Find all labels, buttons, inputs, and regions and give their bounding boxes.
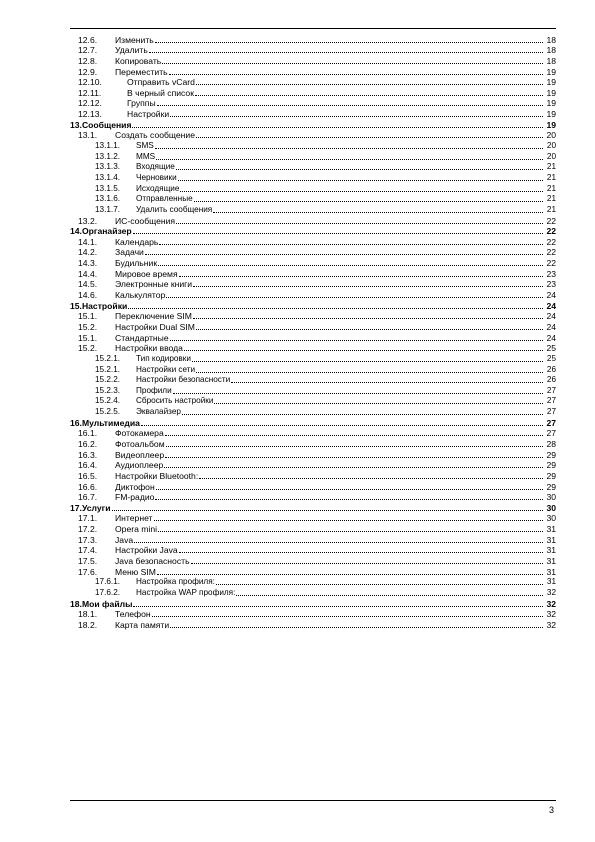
toc-entry-page: 22 <box>546 247 556 258</box>
toc-entry-number: 14.3. <box>78 258 98 269</box>
toc-entry-page: 29 <box>546 481 556 492</box>
toc-entry[interactable] <box>70 555 556 566</box>
toc-dot-leader <box>193 286 543 287</box>
toc-entry-number: 13.1.3. <box>95 162 121 172</box>
toc-entry-page: 32 <box>546 598 556 609</box>
toc-entry-title: Меню SIM <box>115 566 156 577</box>
toc-entry-page: 27 <box>546 428 556 439</box>
toc-entry-title: Opera mini <box>115 524 158 535</box>
toc-entry-title: 18.Мои файлы <box>70 598 133 609</box>
toc-entry-number: 12.11. <box>78 87 102 98</box>
toc-entry[interactable] <box>70 481 556 492</box>
toc-dot-leader <box>165 435 543 436</box>
toc-entry[interactable] <box>70 311 556 322</box>
toc-entry-page: 19 <box>546 109 556 120</box>
toc-entry[interactable] <box>70 332 556 343</box>
toc-entry-page: 27 <box>546 396 556 406</box>
toc-dot-leader <box>128 308 543 309</box>
toc-entry-title: Фотоальбом <box>115 438 165 449</box>
toc-entry-page: 18 <box>546 45 556 56</box>
toc-dot-leader <box>191 563 543 564</box>
toc-dot-leader <box>170 116 543 117</box>
toc-entry-number: 13.1.5. <box>95 183 121 193</box>
toc-entry-title: Удалить <box>115 45 148 56</box>
toc-dot-leader <box>156 489 543 490</box>
toc-dot-leader <box>170 340 543 341</box>
toc-dot-leader <box>155 499 543 500</box>
toc-entry-page: 22 <box>546 236 556 247</box>
toc-dot-leader <box>166 297 543 298</box>
toc-entry-page: 26 <box>546 364 556 374</box>
toc-entry-title: Калькулятор <box>115 290 166 301</box>
toc-dot-leader <box>162 63 543 64</box>
toc-dot-leader <box>170 627 543 628</box>
toc-entry-title: Java <box>115 534 134 545</box>
toc-entry-number: 15.2.3. <box>95 385 121 395</box>
toc-entry-page: 19 <box>546 77 556 88</box>
toc-entry-title: Мировое время <box>115 268 178 279</box>
toc-section-entry[interactable] <box>70 300 556 311</box>
toc-entry-number: 13.1.7. <box>95 204 121 214</box>
toc-entry-title: Будильник <box>115 258 158 269</box>
toc-entry-title: Копировать <box>115 55 162 66</box>
toc-entry-page: 27 <box>546 385 556 395</box>
toc-entry[interactable] <box>70 460 556 471</box>
toc-dot-leader <box>155 42 543 43</box>
toc-entry-page: 29 <box>546 460 556 471</box>
toc-entry-page: 21 <box>546 183 556 193</box>
toc-entry-page: 19 <box>546 119 556 130</box>
toc-entry-number: 17.4. <box>78 545 98 556</box>
toc-entry-page: 27 <box>546 417 556 428</box>
toc-entry-page: 21 <box>546 172 556 182</box>
toc-entry-title: Эквалайзер <box>136 407 181 417</box>
toc-entry-title: ИС-сообщения <box>115 215 176 226</box>
toc-dot-leader <box>180 191 543 192</box>
toc-entry-title: Группы <box>127 98 156 109</box>
toc-entry-title: Видеоплеер <box>115 449 165 460</box>
toc-entry-page: 32 <box>546 609 556 620</box>
toc-entry-number: 17.5. <box>78 556 98 567</box>
toc-dot-leader <box>158 265 543 266</box>
toc-entry[interactable] <box>70 87 556 98</box>
toc-entry-title: Настройки ввода <box>115 343 183 354</box>
toc-entry-number: 15.2.1. <box>95 353 121 363</box>
toc-entry-page: 25 <box>546 353 556 363</box>
footer-rule <box>70 800 556 801</box>
toc-entry-page: 31 <box>546 566 556 577</box>
toc-entry[interactable] <box>70 247 556 258</box>
toc-entry[interactable] <box>70 162 556 173</box>
toc-entry-title: Аудиоплеер <box>115 460 164 471</box>
toc-dot-leader <box>194 201 543 202</box>
toc-entry[interactable] <box>70 172 556 183</box>
toc-entry-title: SMS <box>136 141 154 151</box>
toc-entry[interactable] <box>70 98 556 109</box>
toc-entry-number: 18.2. <box>78 619 98 630</box>
toc-entry-page: 23 <box>546 279 556 290</box>
toc-entry-page: 24 <box>546 311 556 322</box>
toc-entry-page: 20 <box>546 130 556 141</box>
toc-entry-title: Задачи <box>115 247 144 258</box>
toc-dot-leader <box>196 84 543 85</box>
toc-dot-leader <box>184 350 543 351</box>
toc-entry-number: 12.7. <box>78 45 98 56</box>
toc-dot-leader <box>154 520 544 521</box>
toc-entry-title: Настройки <box>127 109 170 120</box>
toc-entry-page: 32 <box>546 587 556 597</box>
toc-entry-page: 19 <box>546 66 556 77</box>
toc-dot-leader <box>196 372 543 373</box>
toc-entry[interactable] <box>70 204 556 215</box>
toc-entry[interactable] <box>70 34 556 45</box>
toc-entry-number: 18.1. <box>78 609 98 620</box>
toc-entry-number: 13.1.4. <box>95 172 121 182</box>
toc-entry-page: 27 <box>546 407 556 417</box>
toc-entry-title: Настройки Java <box>115 545 178 556</box>
toc-entry-number: 15.2.5. <box>95 407 121 417</box>
toc-entry-title: Настройки Bluetooth: <box>115 470 199 481</box>
toc-dot-leader <box>145 254 543 255</box>
toc-entry-number: 12.8. <box>78 55 98 66</box>
toc-entry-page: 19 <box>546 98 556 109</box>
header-rule <box>70 28 556 29</box>
toc-entry-number: 16.6. <box>78 481 98 492</box>
toc-dot-leader <box>182 414 543 415</box>
toc-dot-leader <box>159 244 543 245</box>
toc-entry-page: 25 <box>546 343 556 354</box>
toc-entry-title: Карта памяти <box>115 619 170 630</box>
toc-entry[interactable] <box>70 406 556 417</box>
toc-entry-number: 12.6. <box>78 34 98 45</box>
toc-entry[interactable] <box>70 353 556 364</box>
toc-dot-leader <box>134 542 543 543</box>
toc-entry-title: MMS <box>136 151 156 161</box>
toc-dot-leader <box>176 223 543 224</box>
toc-entry-number: 13.1.6. <box>95 194 121 204</box>
toc-entry-title: 13.Сообщения <box>70 119 132 130</box>
toc-entry[interactable] <box>70 587 556 598</box>
toc-entry-title: 15.Настройки <box>70 300 128 311</box>
toc-entry-number: 15.1. <box>78 332 98 343</box>
toc-entry-page: 31 <box>546 556 556 567</box>
toc-entry-number: 17.1. <box>78 513 98 524</box>
toc-entry[interactable] <box>70 215 556 226</box>
toc-entry-title: FM-радио <box>115 492 155 503</box>
toc-entry-page: 22 <box>546 258 556 269</box>
toc-entry[interactable] <box>70 257 556 268</box>
toc-dot-leader <box>164 467 543 468</box>
toc-entry-number: 15.2.1. <box>95 364 121 374</box>
toc-dot-leader <box>176 169 543 170</box>
toc-entry-page: 24 <box>546 332 556 343</box>
toc-entry[interactable] <box>70 375 556 386</box>
toc-section-entry[interactable] <box>70 119 556 130</box>
toc-entry[interactable] <box>70 321 556 332</box>
toc-entry-title: Входящие <box>136 162 175 172</box>
toc-entry-page: 28 <box>546 438 556 449</box>
toc-entry-title: Фотокамера <box>115 428 164 439</box>
toc-entry-title: 14.Органайзер <box>70 226 132 237</box>
toc-dot-leader <box>166 446 543 447</box>
toc-entry-title: Телефон <box>115 609 151 620</box>
toc-dot-leader <box>236 595 543 596</box>
toc-entry[interactable] <box>70 77 556 88</box>
toc-entry-page: 22 <box>546 226 556 237</box>
toc-entry-title: Удалить сообщения <box>136 204 213 214</box>
toc-entry-number: 16.4. <box>78 460 98 471</box>
toc-entry[interactable] <box>70 66 556 77</box>
toc-entry-page: 20 <box>546 141 556 151</box>
toc-entry-title: Настройка WAP профиля: <box>136 587 236 597</box>
toc-entry-title: 17.Услуги <box>70 502 111 513</box>
toc-entry[interactable] <box>70 545 556 556</box>
toc-entry-number: 14.5. <box>78 279 98 290</box>
toc-entry-title: Черновики <box>136 172 177 182</box>
toc-entry[interactable] <box>70 236 556 247</box>
toc-dot-leader <box>141 425 543 426</box>
toc-entry-number: 15.2.2. <box>95 375 121 385</box>
toc-entry-title: Профили <box>136 385 172 395</box>
toc-entry-title: Настройки Dual SIM <box>115 321 195 332</box>
toc-dot-leader <box>192 361 543 362</box>
toc-entry-title: Сбросить настройки <box>136 396 214 406</box>
toc-entry-title: В черный список <box>127 87 194 98</box>
toc-dot-leader <box>178 180 543 181</box>
toc-entry[interactable] <box>70 130 556 141</box>
toc-entry-page: 21 <box>546 204 556 214</box>
toc-entry-page: 22 <box>546 215 556 226</box>
toc-entry-page: 31 <box>546 524 556 535</box>
toc-entry[interactable] <box>70 108 556 119</box>
toc-entry-page: 18 <box>546 55 556 66</box>
toc-entry[interactable] <box>70 566 556 577</box>
toc-entry[interactable] <box>70 385 556 396</box>
toc-entry-number: 15.2. <box>78 343 98 354</box>
table-of-contents <box>70 34 556 630</box>
toc-entry-title: Диктофон <box>115 481 155 492</box>
toc-dot-leader <box>133 606 543 607</box>
toc-dot-leader <box>165 457 543 458</box>
toc-entry-number: 13.1.1. <box>95 141 121 151</box>
toc-section-entry[interactable] <box>70 598 556 609</box>
toc-entry-page: 19 <box>546 87 556 98</box>
toc-entry-title: Исходящие <box>136 183 180 193</box>
toc-entry-page: 29 <box>546 470 556 481</box>
toc-entry-number: 15.2.4. <box>95 396 121 406</box>
toc-entry[interactable] <box>70 449 556 460</box>
toc-entry-number: 12.10. <box>78 77 102 88</box>
toc-entry[interactable] <box>70 343 556 354</box>
toc-entry[interactable] <box>70 151 556 162</box>
toc-entry[interactable] <box>70 428 556 439</box>
toc-entry-page: 26 <box>546 375 556 385</box>
toc-entry-number: 17.6.2. <box>95 587 121 597</box>
toc-dot-leader <box>195 95 543 96</box>
toc-entry-page: 24 <box>546 321 556 332</box>
toc-dot-leader <box>132 127 543 128</box>
toc-dot-leader <box>196 137 543 138</box>
toc-entry-title: Настройки сети <box>136 364 196 374</box>
toc-dot-leader <box>231 382 543 383</box>
toc-entry-number: 15.2. <box>78 321 98 332</box>
toc-entry-page: 31 <box>546 534 556 545</box>
toc-dot-leader <box>149 52 543 53</box>
toc-entry-page: 23 <box>546 268 556 279</box>
toc-entry-title: Календарь <box>115 236 159 247</box>
toc-entry-number: 17.6.1. <box>95 577 121 587</box>
toc-entry[interactable] <box>70 289 556 300</box>
toc-dot-leader <box>216 584 543 585</box>
toc-entry-page: 21 <box>546 162 556 172</box>
toc-entry-page: 18 <box>546 34 556 45</box>
toc-entry[interactable] <box>70 513 556 524</box>
toc-entry[interactable] <box>70 268 556 279</box>
toc-entry-number: 17.3. <box>78 534 98 545</box>
toc-entry-number: 14.2. <box>78 247 98 258</box>
toc-entry-number: 12.9. <box>78 66 98 77</box>
toc-dot-leader <box>179 552 543 553</box>
toc-dot-leader <box>196 329 543 330</box>
toc-dot-leader <box>157 105 543 106</box>
toc-dot-leader <box>157 574 543 575</box>
toc-dot-leader <box>179 276 543 277</box>
toc-entry-title: Настройка профиля: <box>136 577 215 587</box>
toc-dot-leader <box>133 233 543 234</box>
toc-entry-page: 30 <box>546 502 556 513</box>
toc-entry-number: 16.2. <box>78 438 98 449</box>
toc-entry-number: 12.12. <box>78 98 102 109</box>
toc-entry-title: Java безопасность <box>115 556 190 567</box>
toc-entry-page: 24 <box>546 290 556 301</box>
toc-dot-leader <box>193 318 543 319</box>
toc-entry[interactable] <box>70 194 556 205</box>
toc-entry-title: Создать сообщение <box>115 130 195 141</box>
toc-entry-number: 17.6. <box>78 566 98 577</box>
toc-entry-number: 14.1. <box>78 236 98 247</box>
toc-entry[interactable] <box>70 396 556 407</box>
toc-entry[interactable] <box>70 140 556 151</box>
toc-entry[interactable] <box>70 609 556 620</box>
toc-entry[interactable] <box>70 183 556 194</box>
toc-entry-page: 29 <box>546 449 556 460</box>
toc-entry-page: 21 <box>546 194 556 204</box>
toc-dot-leader <box>199 478 543 479</box>
toc-dot-leader <box>156 159 543 160</box>
toc-entry-number: 14.6. <box>78 290 98 301</box>
toc-entry-title: 16.Мультимедиа <box>70 417 140 428</box>
toc-entry-page: 31 <box>546 545 556 556</box>
toc-dot-leader <box>169 74 543 75</box>
toc-entry-title: Электронные книги <box>115 279 193 290</box>
toc-entry-title: Тип кодировки <box>136 353 191 363</box>
toc-entry-page: 32 <box>546 619 556 630</box>
toc-entry[interactable] <box>70 279 556 290</box>
toc-entry-number: 13.1.2. <box>95 151 121 161</box>
toc-entry[interactable] <box>70 523 556 534</box>
toc-entry[interactable] <box>70 577 556 588</box>
toc-entry-number: 13.1. <box>78 130 98 141</box>
toc-entry-page: 24 <box>546 300 556 311</box>
toc-entry[interactable] <box>70 45 556 56</box>
toc-entry-number: 12.13. <box>78 109 102 120</box>
toc-entry[interactable] <box>70 619 556 630</box>
toc-entry-number: 16.7. <box>78 492 98 503</box>
toc-entry[interactable] <box>70 470 556 481</box>
toc-entry-title: Изменить <box>115 34 154 45</box>
toc-entry-title: Переместить <box>115 66 168 77</box>
toc-entry[interactable] <box>70 55 556 66</box>
toc-entry-number: 14.4. <box>78 268 98 279</box>
toc-entry-number: 15.1. <box>78 311 98 322</box>
toc-entry[interactable] <box>70 492 556 503</box>
toc-entry-number: 16.3. <box>78 449 98 460</box>
toc-dot-leader <box>213 212 543 213</box>
toc-entry-title: Интернет <box>115 513 153 524</box>
toc-entry-title: Переключение SIM <box>115 311 192 322</box>
toc-dot-leader <box>173 393 543 394</box>
toc-entry[interactable] <box>70 534 556 545</box>
toc-entry-title: Отправить vCard <box>127 77 195 88</box>
toc-section-entry[interactable] <box>70 226 556 237</box>
toc-entry-title: Стандартные <box>115 332 169 343</box>
toc-dot-leader <box>158 531 543 532</box>
toc-entry-number: 16.1. <box>78 428 98 439</box>
toc-entry-page: 30 <box>546 492 556 503</box>
toc-entry[interactable] <box>70 364 556 375</box>
toc-entry[interactable] <box>70 438 556 449</box>
toc-entry-page: 20 <box>546 151 556 161</box>
toc-dot-leader <box>155 148 543 149</box>
toc-dot-leader <box>152 616 543 617</box>
toc-entry-number: 17.2. <box>78 524 98 535</box>
toc-entry-number: 16.5. <box>78 470 98 481</box>
toc-entry-number: 13.2. <box>78 215 98 226</box>
toc-entry-title: Отправленные <box>136 194 193 204</box>
toc-section-entry[interactable] <box>70 417 556 428</box>
toc-entry-page: 31 <box>546 577 556 587</box>
toc-entry-title: Настройки безопасности <box>136 375 231 385</box>
toc-entry-page: 30 <box>546 513 556 524</box>
toc-dot-leader <box>214 403 543 404</box>
toc-section-entry[interactable] <box>70 502 556 513</box>
toc-dot-leader <box>112 510 543 511</box>
page-number: 3 <box>548 805 554 815</box>
